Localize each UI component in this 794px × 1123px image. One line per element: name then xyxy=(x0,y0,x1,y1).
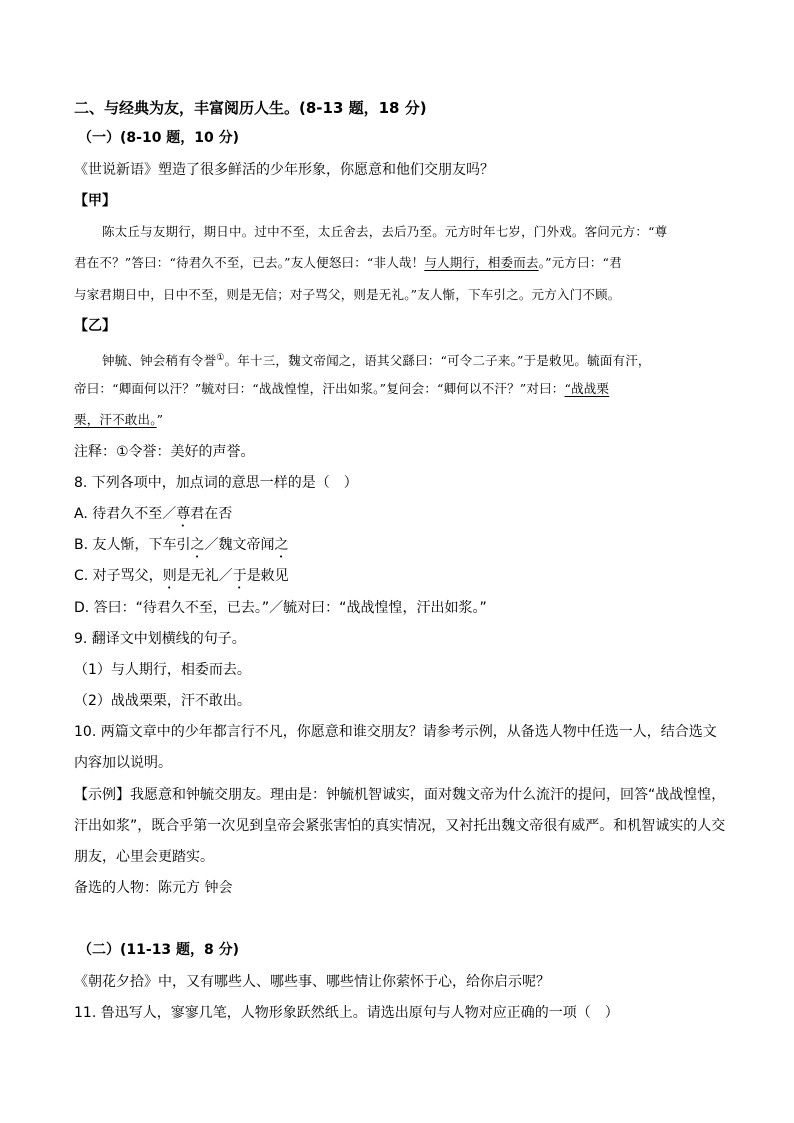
yi-line-1 xyxy=(102,348,651,371)
question-10-stem-2: 内容加以说明。 xyxy=(74,755,172,771)
q8-option-b-text: B. 友人惭，下车引 xyxy=(74,537,191,553)
yi-line-1a: 钟毓、钟会稍有令誉 xyxy=(102,353,217,368)
q8-option-a xyxy=(74,504,232,530)
q9-sentence-2: （2）战战栗栗，汗不敢出。 xyxy=(74,693,251,709)
yi-line-3 xyxy=(74,410,163,430)
q8-option-b xyxy=(74,535,289,561)
q8-option-d: D. 答曰：“待君久不至，已去。”／毓对曰：“战战惶惶，汗出如浆。” xyxy=(74,600,487,616)
q8-option-a-text-2: 君在否 xyxy=(190,506,233,522)
part1-intro: 《世说新语》塑造了很多鲜活的少年形象，你愿意和他们交朋友吗？ xyxy=(74,162,494,178)
jia-line-2-end: 。”元方曰：“君 xyxy=(538,255,622,270)
q8-option-c xyxy=(74,566,289,592)
q8-option-b-text-2: ／魏文帝闻 xyxy=(204,537,275,553)
jia-label: 【甲】 xyxy=(74,193,116,209)
footnote-marker: ① xyxy=(216,353,225,363)
q10-example-line-2: 汗出如浆”，既合乎第一次见到皇帝会紧张害怕的真实情况，又衬托出魏文帝很有威严。和机智诚实的人交 xyxy=(74,818,726,834)
jia-underlined-sentence: 与人期行，相委而去 xyxy=(424,255,539,270)
q8-option-c-text-2: 是无礼／ xyxy=(176,568,233,584)
yi-line-2a: 帝曰：“卿面何以汗？”毓对曰：“战战惶惶，汗出如浆。”复问会：“卿何以不汗？”对曰： xyxy=(74,381,565,396)
footnote: 注释：①令誉：美好的声誉。 xyxy=(74,444,255,460)
yi-underlined-sentence-a: “战战栗 xyxy=(564,381,610,396)
q8-option-a-dotted: 尊 xyxy=(176,506,191,522)
q8-option-b-dotted-2: 之 xyxy=(274,537,289,553)
q8-option-c-dotted-1: 则 xyxy=(162,568,177,584)
q8-option-c-text: C. 对子骂父， xyxy=(74,568,163,584)
question-10-stem-1: 10. 两篇文章中的少年都言行不凡，你愿意和谁交朋友？请参考示例，从备选人物中任选一人，结合选文 xyxy=(74,724,717,740)
yi-underlined-sentence-b: 栗，汗不敢出。 xyxy=(74,412,157,427)
q10-example-line-3: 朋友，心里会更踏实。 xyxy=(74,849,214,865)
jia-line-2 xyxy=(74,253,622,273)
section-title: 二、与经典为友，丰富阅历人生。(8-13 题，18 分) xyxy=(74,99,427,117)
q10-candidates: 备选的人物：陈元方 钟会 xyxy=(74,880,233,896)
q8-option-b-dotted-1: 之 xyxy=(190,537,205,553)
q10-example-line-1: 【示例】我愿意和钟毓交朋友。理由是：钟毓机智诚实，面对魏文帝为什么流汗的提问，回答“战战惶惶， xyxy=(74,787,726,803)
part1-header: （一）(8-10 题，10 分) xyxy=(78,130,240,146)
q8-option-a-text: A. 待君久不至／ xyxy=(74,506,177,522)
yi-line-1b: 。年十三，魏文帝闻之，语其父繇曰：“可令二子来。”于是敕见。毓面有汗， xyxy=(224,353,651,368)
part2-intro: 《朝花夕拾》中，又有哪些人、哪些事、哪些情让你萦怀于心，给你启示呢？ xyxy=(74,974,550,990)
q8-option-c-text-3: 是敕见 xyxy=(246,568,289,584)
question-9-stem: 9. 翻译文中划横线的句子。 xyxy=(74,631,246,647)
jia-line-1: 陈太丘与友期行，期日中。过中不至，太丘舍去，去后乃至。元方时年七岁，门外戏。客问元方：“尊 xyxy=(102,224,668,239)
jia-line-2-text: 君在不？”答曰：“待君久不至，已去。”友人便怒曰：“非人哉！ xyxy=(74,255,425,270)
yi-line-3-end: ” xyxy=(156,412,164,427)
q9-sentence-1: （1）与人期行，相委而去。 xyxy=(74,662,251,678)
jia-line-3: 与家君期日中，日中不至，则是无信；对子骂父，则是无礼。”友人惭，下车引之。元方入门不顾。 xyxy=(74,287,621,302)
yi-line-2 xyxy=(74,379,609,399)
question-11-stem: 11. 鲁迅写人，寥寥几笔，人物形象跃然纸上。请选出原句与人物对应正确的一项（ ） xyxy=(74,1005,619,1021)
part2-header: （二）(11-13 题，8 分) xyxy=(78,942,240,958)
q8-option-c-dotted-2: 于 xyxy=(232,568,247,584)
yi-label: 【乙】 xyxy=(74,318,116,334)
question-8-stem: 8. 下列各项中，加点词的意思一样的是（ ） xyxy=(74,475,358,491)
